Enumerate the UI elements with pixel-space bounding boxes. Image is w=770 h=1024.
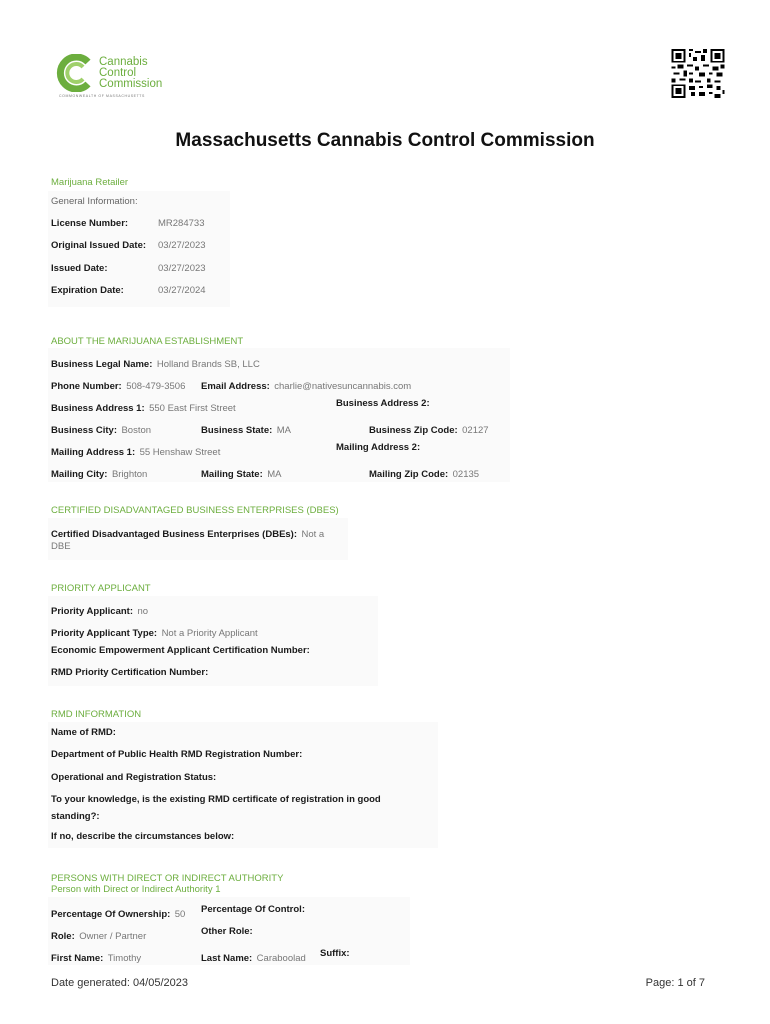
ownership-field xyxy=(51,904,185,922)
business-city-value: Boston xyxy=(121,425,152,436)
issued-date-value: 03/27/2023 xyxy=(158,263,206,274)
mailing-address-2-label: Mailing Address 2: xyxy=(336,442,421,453)
person-1-subheading: Person with Direct or Indirect Authority 1 xyxy=(51,884,221,895)
date-generated: Date generated: 04/05/2023 xyxy=(51,977,189,989)
dbe-label: Certified Disadvantaged Business Enterprises (DBEs): xyxy=(51,529,298,540)
business-address-1-label: Business Address 1: xyxy=(51,403,145,414)
ownership-value: 50 xyxy=(174,909,186,920)
original-issued-date-value: 03/27/2023 xyxy=(158,240,206,251)
role-field xyxy=(51,926,146,944)
license-number-value: MR284733 xyxy=(158,218,205,229)
email-address-label: Email Address: xyxy=(201,381,270,392)
ownership-label: Percentage Of Ownership: xyxy=(51,909,171,920)
first-name-label: First Name: xyxy=(51,953,104,964)
mailing-address-1-field xyxy=(51,442,220,460)
good-standing-label-line1: To your knowledge, is the existing RMD certificate of registration in good xyxy=(51,794,381,805)
business-address-1-value: 550 East First Street xyxy=(149,403,236,414)
business-zip-field xyxy=(369,420,489,438)
rmd-information-panel xyxy=(48,722,438,848)
logo-subtitle: COMMONWEALTH OF MASSACHUSETTS xyxy=(59,94,145,98)
license-number-label: License Number: xyxy=(51,218,129,229)
expiration-date-label: Expiration Date: xyxy=(51,285,124,296)
mailing-city-label: Mailing City: xyxy=(51,469,108,480)
rmd-information-heading: RMD INFORMATION xyxy=(51,709,142,720)
rmd-priority-certification-label: RMD Priority Certification Number: xyxy=(51,667,209,678)
priority-applicant-type-field xyxy=(51,623,258,641)
business-state-label: Business State: xyxy=(201,425,273,436)
first-name-value: Timothy xyxy=(107,953,142,964)
mailing-zip-label: Mailing Zip Code: xyxy=(369,469,449,480)
priority-applicant-heading: PRIORITY APPLICANT xyxy=(51,583,151,594)
business-state-field xyxy=(201,420,291,438)
original-issued-date-label: Original Issued Date: xyxy=(51,240,147,251)
dbe-value-continued: DBE xyxy=(51,541,71,552)
priority-applicant-value: no xyxy=(137,606,149,617)
business-zip-label: Business Zip Code: xyxy=(369,425,458,436)
business-address-1-field xyxy=(51,398,236,416)
mailing-state-field xyxy=(201,464,281,482)
page-number: Page: 1 of 7 xyxy=(645,977,705,989)
business-city-label: Business City: xyxy=(51,425,117,436)
phone-number-field xyxy=(51,376,185,394)
priority-applicant-type-value: Not a Priority Applicant xyxy=(161,628,258,639)
mailing-city-value: Brighton xyxy=(111,469,148,480)
expiration-date-value: 03/27/2024 xyxy=(158,285,206,296)
business-city-field xyxy=(51,420,151,438)
rmd-name-label: Name of RMD: xyxy=(51,727,116,738)
commission-logo xyxy=(55,54,180,100)
email-address-value: charlie@nativesuncannabis.com xyxy=(274,381,412,392)
dbe-value: Not a xyxy=(301,529,325,540)
operational-status-label: Operational and Registration Status: xyxy=(51,772,217,783)
issued-date-label: Issued Date: xyxy=(51,263,108,274)
economic-empowerment-label: Economic Empowerment Applicant Certification Number: xyxy=(51,645,310,656)
logo-wordmark: Cannabis Control Commission xyxy=(99,56,163,90)
business-address-2-label: Business Address 2: xyxy=(336,398,430,409)
page-title: Massachusetts Cannabis Control Commission xyxy=(175,130,595,151)
last-name-field xyxy=(201,948,306,966)
mailing-city-field xyxy=(51,464,147,482)
last-name-value: Caraboolad xyxy=(256,953,306,964)
priority-applicant-label: Priority Applicant: xyxy=(51,606,133,617)
mailing-address-1-label: Mailing Address 1: xyxy=(51,447,136,458)
mailing-zip-field xyxy=(369,464,479,482)
business-legal-name-field xyxy=(51,354,260,372)
other-role-label: Other Role: xyxy=(201,926,253,937)
persons-authority-heading: PERSONS WITH DIRECT OR INDIRECT AUTHORITY xyxy=(51,873,284,884)
phone-number-label: Phone Number: xyxy=(51,381,122,392)
good-standing-label-line2: standing?: xyxy=(51,811,100,822)
mailing-state-label: Mailing State: xyxy=(201,469,263,480)
business-legal-name-value: Holland Brands SB, LLC xyxy=(156,359,260,370)
dbe-field xyxy=(51,524,324,542)
email-address-field xyxy=(201,376,411,394)
qr-code-icon xyxy=(671,49,725,98)
dph-registration-number-label: Department of Public Health RMD Registration Number: xyxy=(51,749,303,760)
role-label: Role: xyxy=(51,931,75,942)
priority-applicant-field xyxy=(51,601,148,619)
phone-number-value: 508-479-3506 xyxy=(126,381,186,392)
business-state-value: MA xyxy=(276,425,291,436)
first-name-field xyxy=(51,948,141,966)
mailing-zip-value: 02135 xyxy=(452,469,480,480)
mailing-address-1-value: 55 Henshaw Street xyxy=(139,447,221,458)
control-label: Percentage Of Control: xyxy=(201,904,305,915)
last-name-label: Last Name: xyxy=(201,953,253,964)
suffix-label: Suffix: xyxy=(320,948,350,959)
describe-circumstances-label: If no, describe the circumstances below: xyxy=(51,831,235,842)
dbe-heading: CERTIFIED DISADVANTAGED BUSINESS ENTERPRISES (DBES) xyxy=(51,505,339,516)
business-legal-name-label: Business Legal Name: xyxy=(51,359,153,370)
logo-mark-icon xyxy=(55,54,97,92)
general-info-heading: General Information: xyxy=(51,196,138,207)
priority-applicant-type-label: Priority Applicant Type: xyxy=(51,628,158,639)
about-establishment-heading: ABOUT THE MARIJUANA ESTABLISHMENT xyxy=(51,336,244,347)
mailing-state-value: MA xyxy=(267,469,282,480)
license-type: Marijuana Retailer xyxy=(51,177,129,188)
business-zip-value: 02127 xyxy=(462,425,489,436)
role-value: Owner / Partner xyxy=(79,931,147,942)
